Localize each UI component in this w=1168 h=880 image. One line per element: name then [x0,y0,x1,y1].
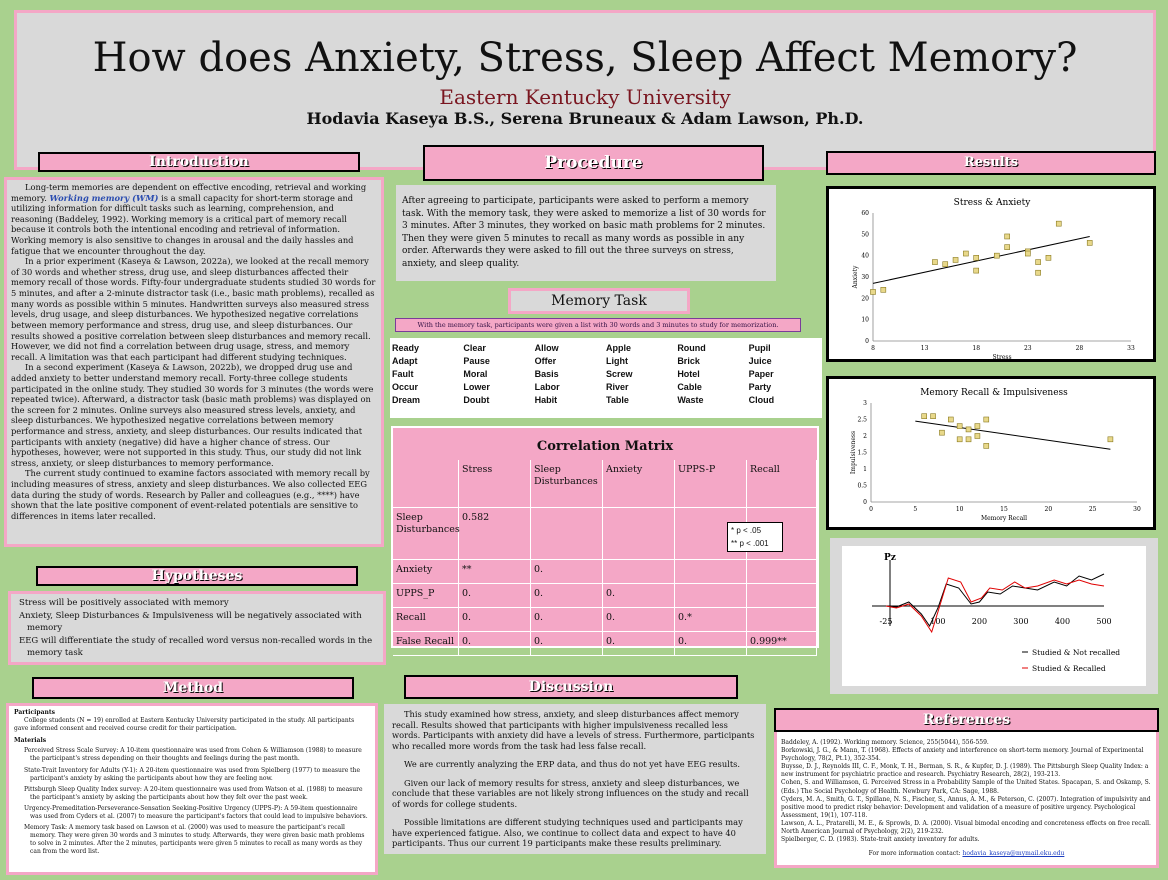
intro-wm-term: Working memory (WM) [49,192,159,203]
intro-p1-b: is a small capacity for short-term storage and utilizing information for difficult tasks such as learning, comprehension, and reasoning (Baddeley, 1992). Working memory is a critical part of memory recall because it controls both the intentional encoding and retrieval of information. Working memory is also sensitive to changes in arousal and the daily hassles and fatigue that we encounter throughout the day. [11,192,354,256]
procedure-heading: Procedure [423,145,764,181]
memory-word: Lower [463,382,490,392]
hypotheses-heading: Hypotheses [36,566,358,586]
data-point [931,414,936,419]
reference-item: Buysse, D. J., Reynolds III, C. F., Monk, T. H., Berman, S. R., & Kupfer, D. J. (1989). The Pittsburgh Sleep Quality Index: a new instrument for psychiatric practice and research. Psychiatry Research, 28(2), 193-213. [781,763,1149,779]
matrix-cell: 0. [603,608,675,632]
procedure-body: After agreeing to participate, participants were asked to perform a memory task. With the memory task, they were asked to memorize a list of 30 words for 3 minutes. After 3 minutes, they worked on basic math problems for 2 minutes. Then they were given 5 minutes to recall as many words as possible in any order. Afterwards they were asked to fill out the three surveys on stress, anxiety, and sleep quality. [396,185,776,281]
matrix-cell: 0. [603,584,675,608]
memory-word: Round [677,343,706,353]
y-tick-label: 1.5 [857,449,867,457]
memory-word: Waste [677,395,704,405]
discussion-paragraph: This study examined how stress, anxiety, and sleep disturbances affect memory recall. Results showed that participants with higher impulsiveness recalled less words. Participants with anxiety did have a levels of stress. Furthermore, participants who recalled more words from the task had less false recall. [392,709,755,751]
chart-title: Stress & Anxiety [953,198,1031,208]
memory-task-caption: With the memory task, participants were given a list with 30 words and 3 minutes to study for memorization. [395,318,801,332]
data-point [994,253,999,258]
results-heading: Results [826,151,1156,175]
data-point [881,287,886,292]
materials-title: Materials [14,737,47,745]
university-name: Eastern Kentucky University [439,85,731,109]
data-point [963,251,968,256]
y-tick-label: 0 [863,499,867,506]
y-tick-label: 1 [863,466,867,473]
data-point [966,427,971,432]
memory-word: Brick [677,356,700,366]
data-point [984,417,989,422]
contact-label: For more information contact: [868,850,963,858]
data-point [975,424,980,429]
materials-item: Urgency-Premeditation-Perseverance-Sensation Seeking-Positive Urgency (UPPS-P): A 59-item questionnaire was used from Cyders et al. (2007) to measure the participant's factors that could lead to impulsive behaviors. [24,804,368,821]
matrix-cell: 0.* [675,608,747,632]
memory-word: Labor [534,382,560,392]
data-point [975,434,980,439]
legend-label-recalled: Studied & Recalled [1032,664,1106,673]
erp-waveform-chart [842,546,1146,686]
matrix-cell: 0. [459,608,531,632]
memory-word: Cable [677,382,702,392]
discussion-paragraph: We are currently analyzing the ERP data, and thus do not yet have EEG results. [404,759,741,770]
reference-item: Cohen, S. and Williamson, G. Perceived Stress in a Probability Sample of the United States. Spacapan, S. and Oskamp, S. (Eds.) The Social Psychology of Health. Newbury Park, CA: Sage, 1988. [781,779,1151,795]
memory-task-heading: Memory Task [508,288,690,314]
x-tick-label: 28 [1075,345,1084,352]
matrix-cell: 0. [531,560,603,584]
data-point [1005,245,1010,250]
reference-item: Spielberger, C. D. (1983). State-trait anxiety inventory for adults. [781,836,980,844]
introduction-heading: Introduction [38,152,360,172]
erp-x-tick-label: 400 [1054,617,1071,626]
reference-item: Cyders, M. A., Smith, G. T., Spillane, N. S., Fischer, S., Annus, A. M., & Peterson, C. (2007). Integration of impulsivity and positive mood to predict risky behavior: Development and validation of a measure of positive urgency. Psychological Assessment, 19(1), 107-118. [781,795,1151,819]
memory-word: Occur [392,382,419,392]
data-point [1108,437,1113,442]
memory-word: Basis [534,369,559,379]
hypothesis-item: Anxiety, Sleep Disturbances & Impulsiveness will be negatively associated with memory [19,611,362,633]
matrix-cell [747,608,817,632]
chart-title: Memory Recall & Impulsiveness [920,388,1068,398]
x-tick-label: 0 [869,506,873,513]
participants-title: Participants [14,709,55,716]
matrix-cell [675,560,747,584]
y-tick-label: 2.5 [857,416,867,424]
x-tick-label: 20 [1044,506,1053,513]
erp-x-tick-label: 100 [930,617,946,626]
data-point [974,268,979,273]
erp-line-recalled [886,578,1104,632]
data-point [957,424,962,429]
matrix-cell: 0. [459,584,531,608]
data-point [966,437,971,442]
matrix-cell [675,584,747,608]
references-heading: References [774,708,1159,732]
memory-word: Table [605,395,629,405]
y-tick-label: 10 [861,316,869,324]
data-point [957,437,962,442]
trend-line [873,236,1090,283]
data-point [1005,234,1010,239]
data-point [948,417,953,422]
memory-word: River [605,382,629,392]
matrix-cell [603,508,675,560]
memory-word: Adapt [392,356,418,366]
intro-p1-a: Long-term memories are dependent on effective encoding, retrieval and working memory. [11,182,367,203]
references-list [781,739,1152,844]
recall-impulsiveness-chart [829,379,1153,527]
matrix-row-label: False Recall [393,632,459,656]
y-tick-label: 0 [865,338,869,345]
memory-word: Light [605,356,628,366]
y-tick-label: 0.5 [857,482,867,490]
erp-x-tick-label: -25 [879,617,893,626]
x-tick-label: 30 [1133,506,1141,513]
hypothesis-item: Stress will be positively associated with memory [19,598,229,608]
x-tick-label: 5 [913,506,918,513]
word-column [463,342,534,407]
data-point [871,289,876,294]
matrix-cell [603,560,675,584]
discussion-heading: Discussion [404,675,738,699]
matrix-row-label: UPPS_P [393,584,459,608]
memory-word: Fault [392,369,414,379]
memory-word: Juice [748,356,772,366]
hypothesis-item: EEG will differentiate the study of recalled word versus non-recalled words in the memory task [19,636,373,658]
intro-p3: In a second experiment (Kaseya & Lawson, 2022b), we dropped drug use and added anxiety to better understand memory recall. Forty-three college students participated in the online study. They studied 30 words for 3 minutes (the words were repeated twice). Afterward, a distractor task (basic math problems) was displayed on the screen for 2 minutes. Online surveys also measured stress levels, anxiety, and sleep disturbances. We hypothesized negative correlations between memory performance and stress, anxiety, and sleep disturbances. Our results indicated that participants with anxiety (negative) did have a higher chance of stress. Our hypotheses, however, were not supported in this study. Thus, our study did not link stress, anxiety, or sleep disturbances to memory performance. [11,362,374,468]
erp-x-tick-label: 200 [971,617,988,626]
word-column [749,342,820,407]
erp-chart-frame [830,538,1158,694]
legend-label-not-recalled: Studied & Not recalled [1032,648,1121,657]
data-point [1056,221,1061,226]
matrix-header-cell: Stress [459,460,531,508]
memory-word: Habit [534,395,558,405]
data-point [1087,240,1092,245]
matrix-header-cell: Recall [747,460,817,508]
reference-item: Baddeley, A. (1992). Working memory. Science, 255(5044), 556-559. [781,739,989,746]
x-tick-label: 15 [1000,506,1008,513]
memory-word: Doubt [463,395,490,405]
memory-word: Paper [748,369,774,379]
reference-item: Borkowski, J. G., & Mann, T. (1968). Effects of anxiety and interference on short-term memory. Journal of Experimental Psychology, 78(2, Pt.1), 352-354. [781,747,1144,763]
data-point [984,443,989,448]
word-column [392,342,463,407]
erp-x-tick-label: 300 [1013,617,1029,626]
references-panel [774,708,1159,868]
matrix-row-label: Recall [393,608,459,632]
correlation-matrix [391,426,819,648]
significance-legend [727,522,783,552]
matrix-row-label: Anxiety [393,560,459,584]
matrix-cell: 0. [603,632,675,656]
memory-word: Apple [605,343,631,353]
data-point [1025,251,1030,256]
memory-word: Offer [534,356,557,366]
memory-word-grid [390,338,822,418]
matrix-header-cell [393,460,459,508]
matrix-header-cell: UPPS-P [675,460,747,508]
erp-line-not-recalled [886,574,1104,626]
method-heading: Method [32,677,354,699]
materials-item: Pittsburgh Sleep Quality Index survey: A 20-item questionnaire was used from Watson et al. (1988) to measure the participant's anxiety by asking the participants about how they felt over the past week. [24,785,363,801]
data-point [1046,255,1051,260]
memory-word: Moral [463,369,488,379]
matrix-cell: 0. [675,632,747,656]
matrix-cell: 0. [531,608,603,632]
y-tick-label: 50 [861,231,869,239]
introduction-body [4,177,384,547]
stress-anxiety-chart-frame [826,186,1156,362]
y-tick-label: 30 [861,274,869,281]
x-tick-label: 25 [1088,506,1097,513]
memory-word: Clear [463,343,486,353]
word-column [677,342,748,407]
word-column [606,342,677,407]
correlation-title: Correlation Matrix [536,439,674,454]
reference-item: Lawson, A. L., Pratarelli, M. E., & Sprowls, D. A. (2000). Visual bimodal encoding and concreteness effects on free recall. North American Journal of Psychology, 2(2), 219-232. [781,819,1151,836]
data-point [1036,260,1041,265]
y-tick-label: 60 [861,210,869,217]
memory-word: Party [748,382,772,392]
x-tick-label: 18 [972,345,981,352]
materials-item: State-Trait Inventory for Adults (Y-1): A 20-item questionnaire was used from Spielberg (1977) to measure the participant's anxiety by asking the participants about how they are feeling now. [24,766,361,782]
erp-channel-label: Pz [884,553,896,563]
memory-word: Allow [534,343,559,353]
matrix-cell: 0. [531,584,603,608]
stress-anxiety-chart [829,189,1153,359]
memory-word: Ready [392,343,420,353]
matrix-header-cell: Sleep Disturbances [531,460,603,508]
data-point [932,260,937,265]
discussion-paragraph: Given our lack of memory results for stress, anxiety and sleep disturbances, we conclude that these variables are not likely strong influences on the study and recall of words for college students. [392,777,749,809]
y-tick-label: 3 [863,400,867,407]
y-axis-label: Impulsiveness [850,430,857,475]
hypotheses-body [8,591,386,665]
y-tick-label: 2 [863,433,867,440]
memory-word: Pupil [748,343,771,353]
x-tick-label: 13 [920,345,929,352]
poster-title: How does Anxiety, Stress, Sleep Affect Memory? [92,35,1078,81]
y-axis-label: Anxiety [852,265,859,289]
x-tick-label: 8 [871,345,875,352]
matrix-cell [747,560,817,584]
matrix-cell [747,584,817,608]
legend-p05: * p < .05 [731,526,762,535]
matrix-row-label: Sleep Disturbances [393,508,459,560]
participants-text: College students (N = 19) enrolled at Eastern Kentucky University participated in the study. All participants gave informed consent and received course credit for their participation. [14,717,355,733]
memory-word: Pause [463,356,490,366]
intro-p2: In a prior experiment (Kaseya & Lawson, 2022a), we looked at the recall memory of 30 words and whether stress, drug use, and sleep disturbances affected their memory recall of those words. Fifty-four undergraduate students studied 30 words for 5 minutes, and after a 2-minute distractor task (i.e., basic math problems), recalled as many words as possible within 5 minutes. Handwritten surveys also measured stress levels, drug usage, and sleep disturbances. We hypothesized negative correlations between memory performance and stress, drug use, and sleep disturbances. Our results showed a positive correlation between sleep disturbances and memory recall. However, we did not find a correlation between drug usage, stress, and memory recall. A limitation was that each participant had different studying techniques. [11,256,376,362]
word-column [535,342,606,407]
hypotheses-list [17,598,377,659]
memory-word: Screw [605,369,633,379]
x-axis-label: Memory Recall [980,515,1028,522]
x-axis-label: Stress [992,354,1012,359]
data-point [939,430,944,435]
x-tick-label: 23 [1023,345,1032,352]
recall-impulsiveness-chart-frame [826,376,1156,530]
legend-p001: ** p < .001 [731,539,769,548]
contact-email[interactable]: hodavia_kaseya@mymail.eku.edu [962,850,1065,858]
y-tick-label: 40 [861,252,869,260]
materials-list [14,747,370,856]
data-point [953,257,958,262]
discussion-body [384,704,766,854]
materials-item: Memory Task: A memory task based on Lawson et al. (2000) was used to measure the participant's recall memory. They were given 30 words and 3 minutes to study. Afterwards, they were given basic math problems to solve in 2 minutes. After the 2 minutes, participants were given 5 minutes to recall as many words as they can from the word list. [24,824,365,856]
data-point [922,414,927,419]
memory-word: Hotel [677,369,700,379]
matrix-cell: 0. [459,632,531,656]
matrix-header-cell: Anxiety [603,460,675,508]
data-point [943,262,948,267]
matrix-cell: 0. [531,632,603,656]
y-tick-label: 20 [861,295,869,303]
x-tick-label: 33 [1127,345,1135,352]
matrix-cell: 0.582 [459,508,531,560]
intro-p4: The current study continued to examine factors associated with memory recall by including measures of stress, anxiety and sleep disturbances. We also collected EEG data during the study of words. Research by Paller and colleagues (e.g., ****) have shown that the late positive component of event-related potentials are sensitive to differences in items later recalled. [11,468,370,521]
authors: Hodavia Kaseya B.S., Serena Bruneaux & Adam Lawson, Ph.D. [306,109,864,128]
discussion-paragraph: Possible limitations are different studying techniques used and participants may have experienced fatigue. Also, we continue to collect data and expect to have 40 participants. Thus our current 19 participants make these results preliminary. [392,817,743,849]
memory-word: Dream [392,395,421,405]
memory-word: Cloud [748,395,775,405]
matrix-cell [531,508,603,560]
data-point [974,255,979,260]
data-point [1036,270,1041,275]
x-tick-label: 10 [955,506,964,513]
materials-item: Perceived Stress Scale Survey: A 10-item questionnaire was used from Cohen & Williamson (1988) to measure the participant's stress depending on their thoughts and feelings during the past month. [24,747,362,763]
erp-x-tick-label: 500 [1096,617,1112,626]
method-body [6,703,378,875]
matrix-cell: 0.999** [747,632,817,656]
matrix-cell: ** [459,560,531,584]
